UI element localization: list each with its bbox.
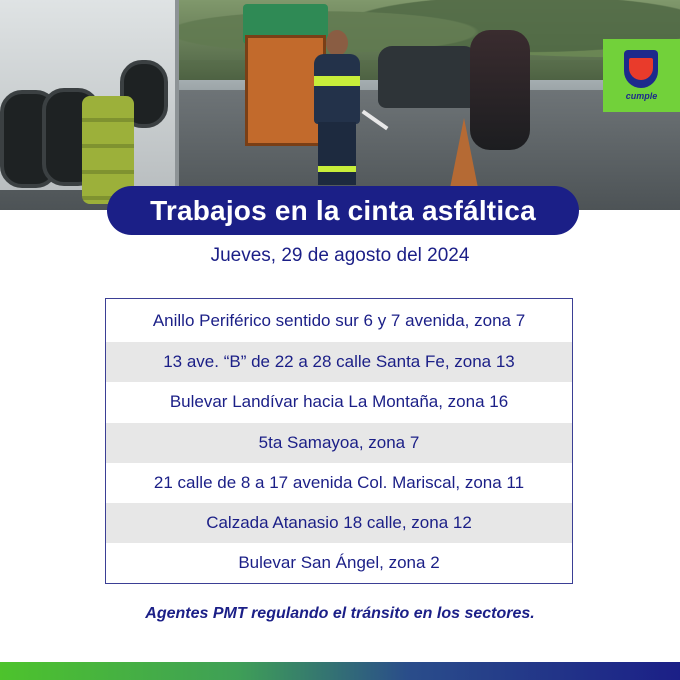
locations-table <box>105 298 573 584</box>
pmt-logo <box>603 39 680 112</box>
date-label: Jueves, 29 de agosto del 2024 <box>210 245 470 266</box>
page-title: Trabajos en la cinta asfáltica <box>150 194 536 226</box>
table-row: Calzada Atanasio 18 calle, zona 12 <box>106 503 572 543</box>
table-row: Bulevar San Ángel, zona 2 <box>238 553 440 572</box>
agent-vest-stripe <box>314 76 360 86</box>
title-banner <box>107 186 579 235</box>
table-row: Bulevar Landívar hacia La Montaña, zona 16 <box>169 392 509 411</box>
table-row: Anillo Periférico sentido sur 6 y 7 avenida, zona 7 <box>152 311 526 330</box>
agent-leg-stripe <box>318 166 356 172</box>
logo-text: cumple <box>625 91 658 101</box>
shield-icon <box>624 50 658 88</box>
table-row: 13 ave. “B” de 22 a 28 calle Santa Fe, zona 13 <box>106 342 572 382</box>
traffic-cone <box>450 118 478 188</box>
photo-motorcycle <box>470 30 530 150</box>
table-row: 5ta Samayoa, zona 7 <box>106 423 572 463</box>
footer-note: Agentes PMT regulando el tránsito en los sectores. <box>145 605 535 622</box>
table-row: 21 calle de 8 a 17 avenida Col. Mariscal, zona 11 <box>153 473 525 492</box>
bottom-gradient-bar <box>0 662 680 680</box>
agent-legs <box>318 122 356 185</box>
traffic-agent <box>308 30 366 185</box>
agent-head <box>326 30 348 56</box>
shield-inner <box>629 58 653 80</box>
agent-body <box>314 54 360 124</box>
header-photo <box>0 0 680 210</box>
photo-car <box>378 46 478 108</box>
